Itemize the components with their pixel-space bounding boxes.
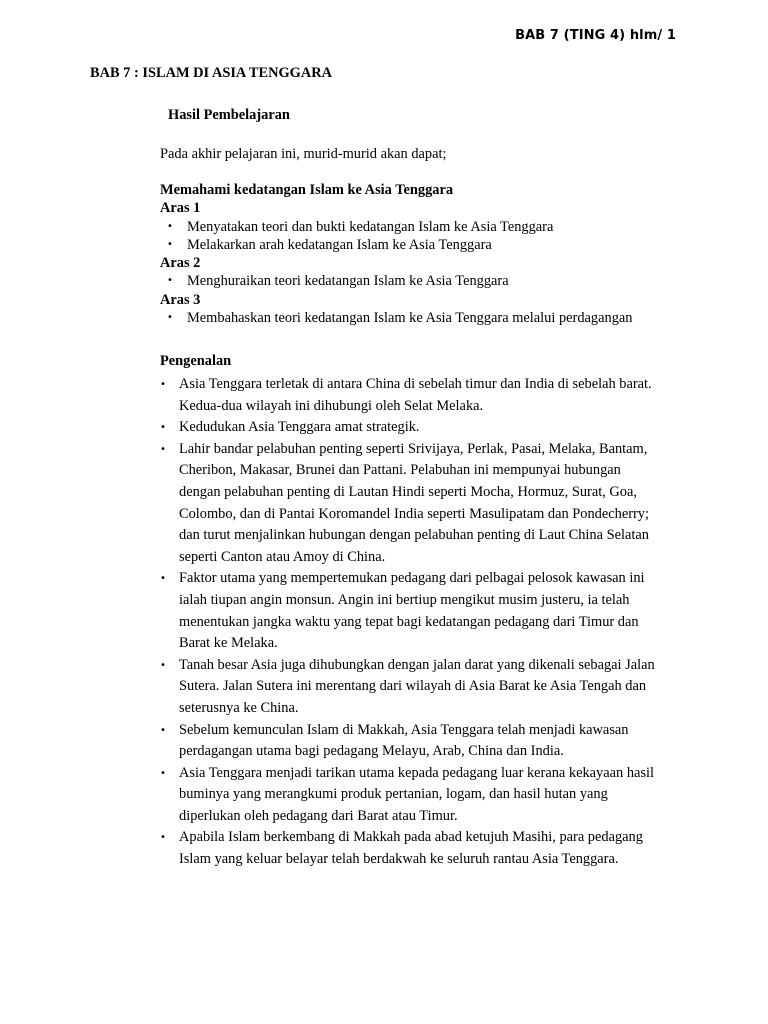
list-item-text: Asia Tenggara terletak di antara China di sebelah timur dan India di sebelah barat. Kedua-dua wilayah ini dihubungi oleh Selat Melaka. xyxy=(179,376,652,414)
objective-text: Menyatakan teori dan bukti kedatangan Islam ke Asia Tenggara xyxy=(187,218,554,235)
level-1-list xyxy=(160,218,680,255)
objective-item xyxy=(160,236,680,254)
introduction-list xyxy=(160,374,665,871)
bullet-icon: • xyxy=(160,443,166,455)
bullet-icon: • xyxy=(160,832,166,844)
level-label: Aras 3 xyxy=(160,291,201,308)
bullet-icon: • xyxy=(167,312,173,324)
objective-title: Memahami kedatangan Islam ke Asia Tenggara xyxy=(160,182,454,198)
list-item-text: Lahir bandar pelabuhan penting seperti Srivijaya, Perlak, Pasai, Melaka, Bantam, Cheribon, Makasar, Brunei dan Pattani. Pelabuhan ini mempunyai hubungan dengan pelabuhan penting di Lautan Hindi seperti Mocha, Hormuz, Surat, Goa, Colombo, dan di Pantai Koromandel India seperti Masulipatam dan Pondecherry; dan turut menjalinkan hubungan dengan pelabuhan penting di Laut China Selatan seperti Canton atau Amoy di China. xyxy=(179,440,649,565)
objective-text: Melakarkan arah kedatangan Islam ke Asia Tenggara xyxy=(187,236,492,253)
bullet-icon: • xyxy=(160,573,166,585)
list-item xyxy=(160,655,665,720)
bullet-icon: • xyxy=(167,238,173,250)
list-item-text: Tanah besar Asia juga dihubungkan dengan jalan darat yang dikenali sebagai Jalan Sutera. Jalan Sutera ini merentang dari wilayah di Asia Barat ke Asia Tengah dan seterusnya ke China. xyxy=(179,656,655,716)
list-item xyxy=(160,439,665,569)
objective-text: Menghuraikan teori kedatangan Islam ke Asia Tenggara xyxy=(187,273,509,290)
list-item xyxy=(160,417,665,439)
level-2-list xyxy=(160,272,680,290)
list-item-text: Kedudukan Asia Tenggara amat strategik. xyxy=(179,419,420,436)
objective-text: Membahaskan teori kedatangan Islam ke Asia Tenggara melalui perdagangan xyxy=(187,310,633,327)
list-item xyxy=(160,763,665,828)
bullet-icon: • xyxy=(160,659,166,671)
list-item xyxy=(160,720,665,763)
list-item xyxy=(160,827,665,870)
learning-outcomes-intro: Pada akhir pelajaran ini, murid-murid akan dapat; xyxy=(160,146,447,162)
introduction-section xyxy=(160,352,680,871)
objective-item xyxy=(160,218,680,236)
level-label: Aras 2 xyxy=(160,255,201,272)
bullet-icon: • xyxy=(160,379,166,390)
level-3-list xyxy=(160,309,680,327)
bullet-icon: • xyxy=(160,422,166,434)
list-item-text: Asia Tenggara menjadi tarikan utama kepada pedagang luar kerana kekayaan hasil buminya yang merangkumi produk pertanian, logam, dan hasil hutan yang diperlukan oleh pedagang dari Barat atau Timur. xyxy=(179,764,655,824)
objective-item xyxy=(160,272,680,290)
bullet-icon: • xyxy=(160,767,166,779)
list-item-text: Apabila Islam berkembang di Makkah pada abad ketujuh Masihi, para pedagang Islam yang keluar belayar telah berdakwah ke seluruh rantau Asia Tenggara. xyxy=(179,829,643,868)
objective-item xyxy=(160,309,680,327)
list-item xyxy=(160,568,665,654)
bullet-icon: • xyxy=(160,724,166,736)
learning-objectives xyxy=(160,181,680,327)
introduction-heading: Pengenalan xyxy=(160,353,232,369)
bullet-icon: • xyxy=(167,220,173,232)
chapter-title: BAB 7 : ISLAM DI ASIA TENGGARA xyxy=(90,65,333,81)
page-reference-header: BAB 7 (TING 4) hlm/ 1 xyxy=(515,28,676,43)
list-item-text: Sebelum kemunculan Islam di Makkah, Asia Tenggara telah menjadi kawasan perdagangan utama bagi pedagang Melayu, Arab, China dan India. xyxy=(179,721,629,760)
bullet-icon: • xyxy=(167,275,173,287)
list-item xyxy=(160,374,665,417)
learning-outcomes-heading: Hasil Pembelajaran xyxy=(168,107,290,123)
level-label: Aras 1 xyxy=(160,200,201,217)
list-item-text: Faktor utama yang mempertemukan pedagang dari pelbagai pelosok kawasan ini ialah tiupan angin monsun. Angin ini bertiup mengikut musim justeru, ia telah menentukan jangka waktu yang tepat bagi kedatangan pedagang dari Timur dan Barat ke Melaka. xyxy=(179,570,645,652)
